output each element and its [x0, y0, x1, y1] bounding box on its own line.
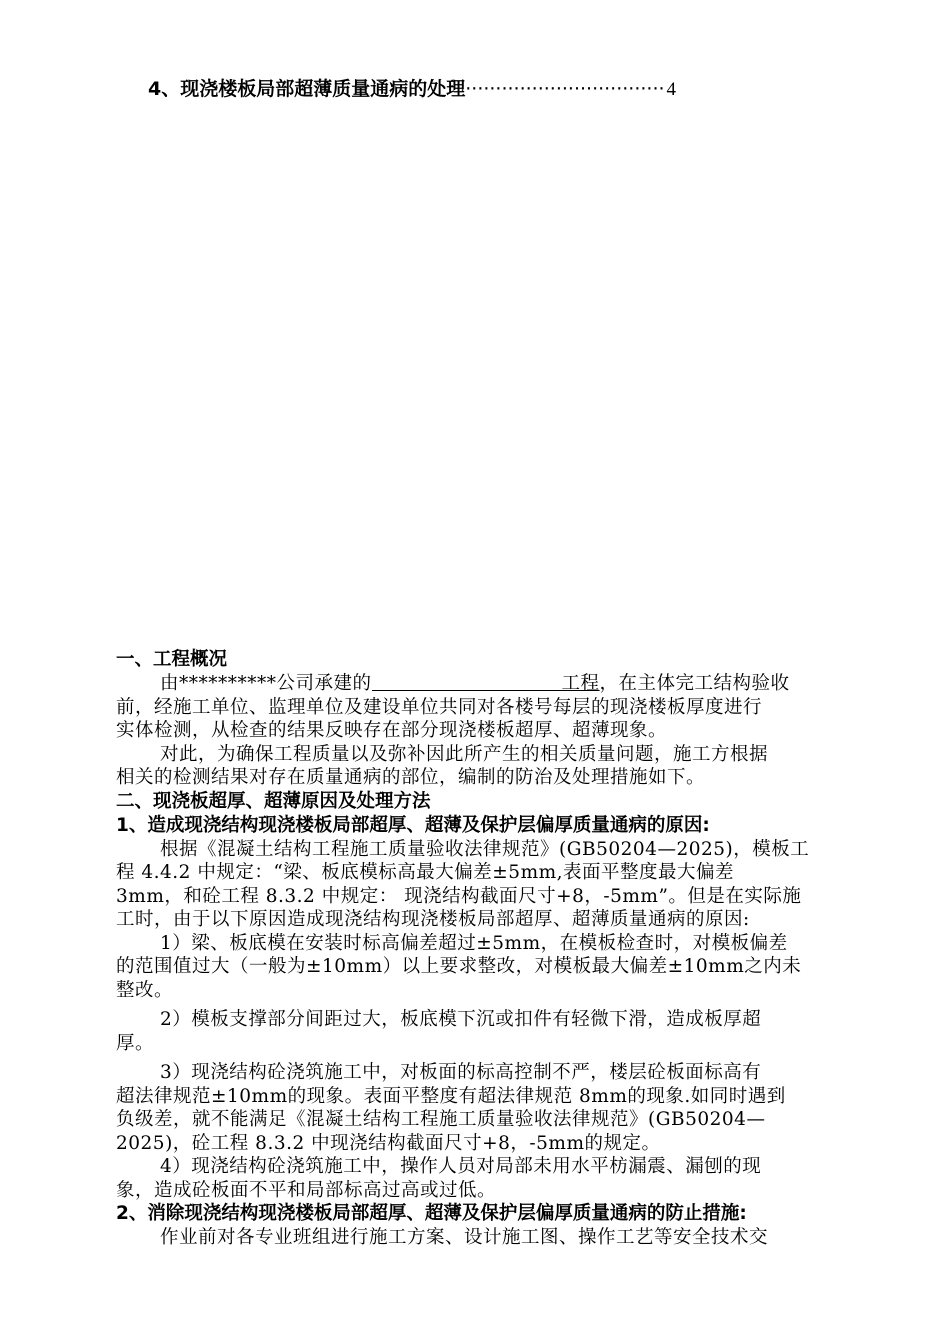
- list-item-3-line: 负级差，就不能满足《混凝土结构工程施工质量验收法律规范》(GB50204—: [116, 1109, 766, 1130]
- toc-entry-4: [148, 74, 676, 101]
- paragraph-line: 实体检测，从检查的结果反映存在部分现浇楼板超厚、超薄现象。: [116, 720, 668, 741]
- paragraph-line: 程 4.4.2 中规定：“梁、板底模标高最大偏差±5mm,表面平整度最大偏差: [116, 862, 735, 883]
- text-run: ，在主体完工结构验收: [599, 673, 790, 694]
- toc-entry-title: 4、现浇楼板局部超薄质量通病的处理: [148, 78, 466, 100]
- document-body: [116, 648, 880, 1250]
- text-run: 由**********公司承建的: [160, 673, 372, 694]
- subsection-2-heading: 2、消除现浇结构现浇楼板局部超厚、超薄及保护层偏厚质量通病的防止措施:: [116, 1203, 747, 1224]
- list-item-1-line: 1）梁、板底模在安装时标高偏差超过±5mm，在模板检查时，对模板偏差: [160, 932, 788, 954]
- paragraph-line: 工时，由于以下原因造成现浇结构现浇楼板局部超厚、超薄质量通病的原因:: [116, 909, 750, 930]
- list-item-1-line: 整改。: [116, 979, 174, 1001]
- text-run: 工程: [561, 673, 600, 694]
- toc-page-number: 4: [666, 79, 677, 100]
- subsection-1-heading: 1、造成现浇结构现浇楼板局部超厚、超薄及保护层偏厚质量通病的原因:: [116, 814, 710, 836]
- list-item-3-line: 超法律规范±10mm的现象。表面平整度有超法律规范 8mm的现象.如同时遇到: [116, 1085, 786, 1107]
- paragraph-line: 相关的检测结果对存在质量通病的部位，编制的防治及处理措施如下。: [116, 767, 706, 788]
- list-item-2-line: 2）模板支撑部分间距过大，板底模下沉或扣件有轻微下滑，造成板厚超: [160, 1009, 762, 1030]
- toc-leader-dots: ·································: [465, 78, 665, 100]
- paragraph-line: [116, 672, 880, 696]
- section-1-heading: 一、工程概况: [116, 649, 228, 670]
- list-item-3-line: 3）现浇结构砼浇筑施工中，对板面的标高控制不严，楼层砼板面标高有: [160, 1062, 762, 1083]
- list-item-4-line: 4）现浇结构砼浇筑施工中，操作人员对局部未用水平枋漏震、漏刨的现: [160, 1156, 762, 1177]
- project-name-blank: [372, 672, 562, 691]
- paragraph-line: 作业前对各专业班组进行施工方案、设计施工图、操作工艺等安全技术交: [160, 1227, 769, 1248]
- list-item-1-line: 的范围值过大（一般为±10mm）以上要求整改，对模板最大偏差±10mm之内未: [116, 956, 802, 977]
- paragraph-line: 对此，为确保工程质量以及弥补因此所产生的相关质量问题，施工方根据: [160, 743, 769, 765]
- paragraph-line: 根据《混凝土结构工程施工质量验收法律规范》(GB50204—2025)，模板工: [160, 838, 810, 860]
- paragraph-line: 3mm，和砼工程 8.3.2 中规定： 现浇结构截面尺寸+8，-5mm”。但是在实际施: [116, 885, 802, 907]
- paragraph-line: 前，经施工单位、监理单位及建设单位共同对各楼号每层的现浇楼板厚度进行: [116, 696, 763, 718]
- list-item-2-line: 厚。: [116, 1032, 155, 1054]
- list-item-3-line: 2025)，砼工程 8.3.2 中现浇结构截面尺寸+8，-5mm的规定。: [116, 1132, 661, 1154]
- list-item-4-line: 象，造成砼板面不平和局部标高过高或过低。: [116, 1179, 497, 1201]
- section-2-heading: 二、现浇板超厚、超薄原因及处理方法: [116, 790, 431, 812]
